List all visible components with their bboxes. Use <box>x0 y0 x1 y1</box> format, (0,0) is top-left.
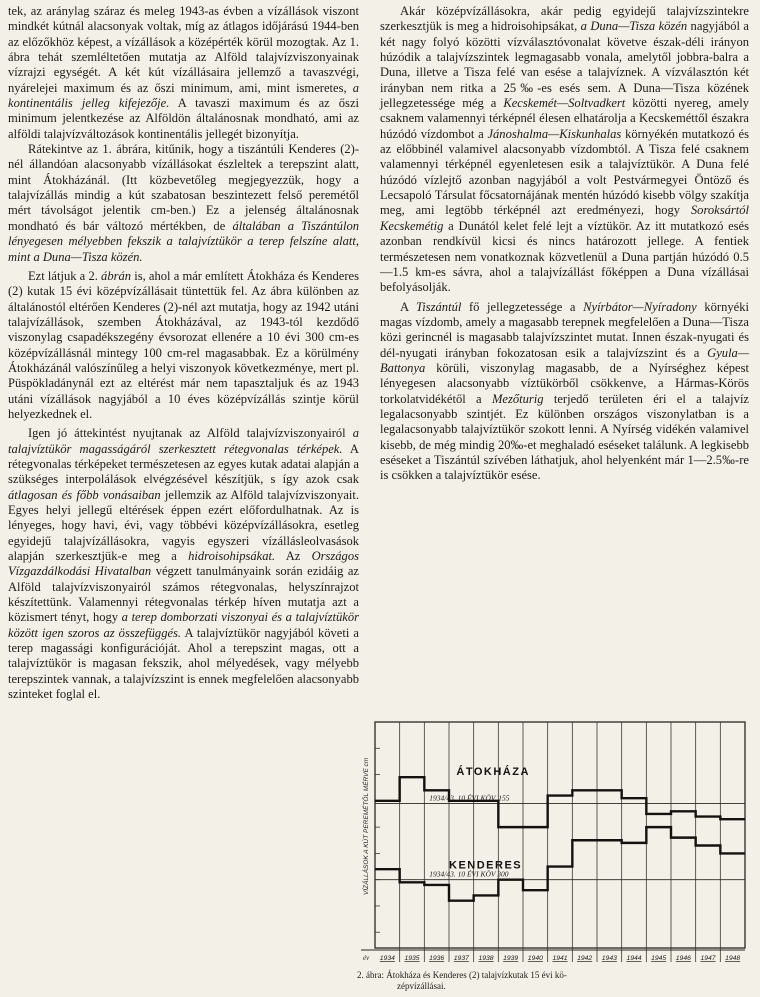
text-run: nagyjából a két nagy folyó közötti vízválasztóvonalat követve észak-déli irányon húzódik a talajvízszintek legmagasabb vonala, amelytől jobbra-balra a Duna, illetve a Tisza felé van esése a talajvíznek. A vízválasztón két irányban nem ritka a 25‰-es esés sem. A Duna—Tisza közének jellegzetessége még a <box>380 19 749 111</box>
right-paragraph <box>380 300 749 484</box>
mean-reference-label: 1934/43. 10 ÉVI KÖV. 155 <box>429 793 510 803</box>
text-run: Ezt látjuk a 2. <box>28 268 102 283</box>
series-line-kenderes <box>375 827 745 901</box>
text-run: A talajvíztükör nagyjából követi a terep magassági konfigurációját. Ahol a terepszint magas, ott a talajvíztükör is magasan fekszik, ahol mélyedések, vagy mélyebb terepszintek vannak, a talajvízszint is ennek megfelelően alacsonyabb szinteket foglal el. <box>8 625 359 702</box>
y-axis-label: VÍZÁLLÁSOK A KÚT PEREMÉTŐL MÉRVE cm <box>363 757 370 895</box>
right-paragraph <box>380 4 749 296</box>
x-tick-label: 1938 <box>478 955 494 962</box>
text-run: Akár középvízállásokra, akár pedig egyidejű talajvízszintekre szerkesztjük is meg a hidroisohipsákat, <box>380 4 749 34</box>
emphasized-text: a talajvíztükör magasságáról szerkesztett rétegvonalas térképek. <box>8 426 359 456</box>
left-paragraph <box>8 269 359 422</box>
emphasized-text: Országos Vízgazdálkodási Hivatalban <box>8 549 359 579</box>
text-run: A tavaszi maximum és az őszi minimum jelentkezése az Alföldön általánosnak mondható, ami az alföldi talajvízváltozások kontinentális jellegét bizonyítja. <box>8 96 359 141</box>
left-text-column <box>8 4 359 702</box>
figure-2-groundwater-chart <box>357 716 751 970</box>
x-tick-label: 1936 <box>429 955 445 962</box>
emphasized-text: a terep domborzati viszonyai és a talajvíztükör között igen szoros az összefüggés. <box>8 610 359 640</box>
plot-frame <box>375 722 745 948</box>
text-run: A rétegvonalas térképeket természetesen az egyes kutak adatai alapján a szükséges interpolálások elvégzésével készítjük, s így azok csak <box>8 441 359 487</box>
x-axis-corner-label: év <box>363 954 370 962</box>
emphasized-text: Soroksártól Kecskemétig <box>380 203 749 233</box>
emphasized-text: a kontinentális jelleg kifejezője. <box>8 80 359 111</box>
left-paragraph <box>8 142 359 265</box>
x-tick-label: 1940 <box>527 955 543 962</box>
x-tick-label: 1937 <box>453 955 469 962</box>
text-run: közötti nyereg, amely csaknem valamennyi térképnél élesen elhatárolja a Kecskeméttől északra húzódó vízdombot a <box>380 96 749 141</box>
caption-line-2: zépvízállásai. <box>397 981 446 991</box>
left-paragraph <box>8 4 359 142</box>
x-tick-label: 1948 <box>725 955 741 962</box>
text-run: jellemzik az Alföld talajvízviszonyait. Egyes helyi jellegű eltérések éppen ezért előfordulhatnak. Az is lényeges, hogy havi, évi, vagy többévi középvízállásokra, esetleg egyidejű talajvízállásokra, vagyis egyszeri vízállásleolvasások alapján szerkesztjük-e meg a <box>8 487 360 564</box>
chart-svg <box>357 716 751 970</box>
text-run: környéki magas vízdomb, amely a magasabb terepnek megfelelően a Duna—Tisza közi gerincnél is magasabb talajvízszintet mutat. Innen észak-nyugati és dél-nyugati irányban fokozatosan esik a talajvízszint és a <box>380 299 749 360</box>
right-text-column <box>380 4 749 484</box>
text-run: végzett tanulmányaink során ezidáig az Alföld talajvízviszonyairól számos rétegvonalas, helyszínrajzot készítettünk. Valamennyi rétegvonalas térkép híven mutatja azt a közismert tényt, hogy <box>8 564 359 625</box>
x-tick-label: 1946 <box>675 955 691 962</box>
emphasized-text: Mezőturig <box>491 391 544 406</box>
emphasized-text: hidroisohipsákat. <box>188 549 276 564</box>
text-run: a Dunától kelet felé lejt a víztükör. Az itt mutatkozó esés azonban rendkívül kicsi és nincs határozott jellege. A fentiek természetesen nem vonatkoznak közvetlenül a Duna partján húzódó 0.5—1.5 km-es sávra, ahol a talajvízállást főképpen a Duna vízállásai befolyásolják. <box>380 218 749 295</box>
text-run: körüli, viszonylag magasabb, de a Nyírséghez képest lényegesen alacsonyabb víztükörből csökkenve, a Hármas-Körös torkolatvidékétől a <box>380 360 749 406</box>
x-tick-label: 1941 <box>552 955 568 962</box>
text-run: A <box>400 299 416 314</box>
text-run: környékén mutatkozó és az előbbinél valamivel alacsonyabb vízdombtól. A Tisza felé csaknem valamennyi térképnél egyenletesen esik a talajvíztükör. A Duna felé húzódó vízlejtő azonban nagyjából a volt Pestvármegyei Öntöző és Lecsapoló Társulat főcsatornájának mentén húzódó kisebb völgy szakítja meg, ami legtöbb térképnél azt eredményezi, hogy <box>380 126 749 218</box>
emphasized-text: Gyula—Battonya <box>380 345 749 375</box>
mean-reference-label: 1934/43. 10 ÉVI KÖV 300 <box>429 869 509 879</box>
emphasized-text: Kecskemét—Soltvadkert <box>503 96 626 111</box>
x-tick-label: 1939 <box>503 955 519 962</box>
x-tick-label: 1943 <box>601 955 617 962</box>
figure-caption <box>357 970 747 992</box>
x-tick-label: 1942 <box>577 955 593 962</box>
x-tick-label: 1934 <box>379 955 395 962</box>
text-run: Igen jó áttekintést nyujtanak az Alföld talajvízviszonyairól <box>28 426 353 441</box>
text-run: Rátekintve az 1. ábrára, kitűnik, hogy a tiszántúli Kenderes (2)-nél állandóan alacsonyabb vízállásokat észleltek a terepszint alatt, mint Átokházánál. (Itt közbevetőleg megjegyezzük, hogy a talajvízállás mindig a kút szabatosan beszintezett felső peremétől mért távolságot jelentik cm-ben.) Ez a jelenség általánosnak mondható és bár változó mértékben, de <box>8 142 359 233</box>
x-tick-label: 1935 <box>404 955 420 962</box>
x-tick-label: 1945 <box>651 955 667 962</box>
left-paragraph <box>8 426 359 702</box>
x-tick-label: 1947 <box>700 955 716 962</box>
text-run: tek, az aránylag száraz és meleg 1943-as évben a vízállások viszont mindkét kútnál alacsonyak voltak, míg az átlagos időjárású 1944-ben az előzőkhöz képest, a vízállások a középérték körül mozogtak. Az 1. ábra tehát szemléltetően mutatja az Alföld talajvízviszonyainak vízrajzi egységét. A két kút vízállásaira jellemző a tavaszvégi, nyárelejei maximum és az őszi minimum, ami, mint ismeretes, <box>8 4 359 95</box>
emphasized-text: Nyírbátor—Nyíradony <box>583 299 697 314</box>
emphasized-text: ábrán <box>101 268 132 283</box>
emphasized-text: Tiszántúl <box>416 299 462 314</box>
emphasized-text: Jánoshalma—Kiskunhalas <box>487 126 622 141</box>
emphasized-text: átlagosan és főbb vonásaiban <box>8 487 161 502</box>
text-run: is, ahol a már említett Átokháza és Kenderes (2) kutak 15 évi középvízállásait tüntettük fel. Az ábra különben az általánostól eltérően Kenderes (2)-nél azt mutatja, hogy az 1942 utáni talajvízállások, szemben Átokházával, az 1943-tól kezdődő viszonylag csapadékszegény évsorozat ellenére a 10 évi 300 cm-es középvízállásnál mintegy 100 cm-rel magasabbak. Ez a körülmény Átokházánál valószínűleg a helyi viszonyok következménye, mert pl. Püspökladánynál ezt az eltérést már nem tapasztaljuk és az 1943 utáni vízállások nagyjából a 10 éves középvízállás szintje körül helyezkednek el. <box>8 268 359 421</box>
text-run: fő jellegzetessége a <box>461 299 584 314</box>
series-label: ÁTOKHÁZA <box>456 765 530 778</box>
text-run: terjedő területen éri el a talajvíz legalacsonyabb szintjét. Ez különben országos viszonylatban is a legalacsonyabb talajvíztükör szokott lenni. A Nyírség vidékén valamivel kisebb, de még mindig 20‰-et meghaladó eséseket találunk. A legkisebb eséseket a Tiszántúl szívében láthatjuk, ahol helyenként már 1—2.5‰-re is csökken a talajvíztükör esése. <box>380 391 749 483</box>
emphasized-text: a Duna—Tisza közén <box>580 19 688 34</box>
caption-line-1: 2. ábra: Átokháza és Kenderes (2) talajvízkutak 15 évi kö- <box>357 970 567 980</box>
x-tick-label: 1944 <box>626 955 642 962</box>
text-run: Az <box>275 549 312 564</box>
series-label: KENDERES <box>449 859 523 872</box>
emphasized-text: általában a Tiszántúlon lényegesen mélyebben fekszik a talajvíztükör a terep felszíne alatt, mint a Duna—Tisza közén. <box>8 218 359 264</box>
